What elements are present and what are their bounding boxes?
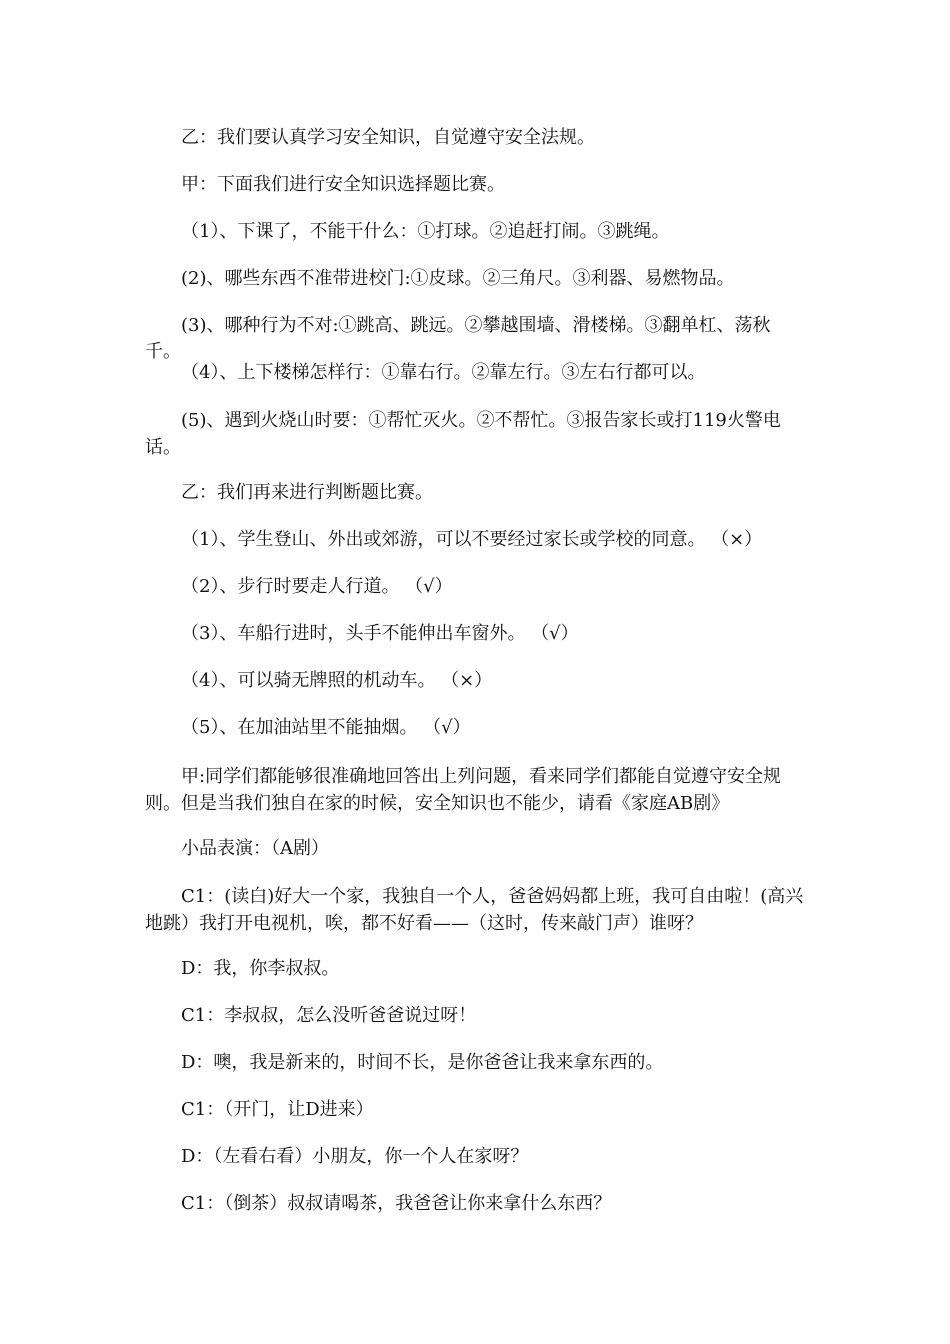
paragraph-21: D：（左看右看）小朋友，你一个人在家呀？ (181, 1146, 529, 1167)
paragraph-8: 乙：我们再来进行判断题比赛。 (181, 482, 433, 503)
paragraph-19: D：噢，我是新来的，时间不长，是你爸爸让我来拿东西的。 (181, 1052, 664, 1073)
paragraph-6: （4）、上下楼梯怎样行：①靠右行。②靠左行。③左右行都可以。 (181, 362, 706, 383)
paragraph-16: C1：(读白)好大一个家，我独自一个人，爸爸妈妈都上班，我可自由啦！(高兴地跳）我打开电视机，唉，都不好看——（这时，传来敲门声）谁呀？ (145, 886, 804, 934)
paragraph-17: D：我，你李叔叔。 (181, 958, 340, 979)
paragraph-7: (5)、遇到火烧山时要：①帮忙灭火。②不帮忙。③报告家长或打119火警电话。 (145, 410, 781, 458)
paragraph-20: C1：（开门，让D进来） (181, 1099, 374, 1120)
paragraph-2: 甲：下面我们进行安全知识选择题比赛。 (181, 174, 505, 195)
paragraph-3: （1）、下课了，不能干什么：①打球。②追赶打闹。③跳绳。 (181, 221, 670, 242)
paragraph-18: C1：李叔叔，怎么没听爸爸说过呀！ (181, 1005, 477, 1026)
paragraph-9: （1）、学生登山、外出或郊游，可以不要经过家长或学校的同意。 （×） (181, 529, 763, 550)
paragraph-22: C1：（倒茶）叔叔请喝茶，我爸爸让你来拿什么东西？ (181, 1193, 612, 1214)
paragraph-10: （2）、步行时要走人行道。 （√） (181, 576, 453, 597)
paragraph-15: 小品表演：（A剧） (181, 838, 329, 859)
paragraph-14: 甲:同学们都能够很准确地回答出上列问题，看来同学们都能自觉遵守安全规则。但是当我们独自在家的时候，安全知识也不能少，请看《家庭AB剧》 (145, 766, 782, 814)
paragraph-12: （4）、可以骑无牌照的机动车。 （×） (181, 670, 493, 691)
paragraph-5: (3)、哪种行为不对:①跳高、跳远。②攀越围墙、滑楼梯。③翻单杠、荡秋千。 (145, 315, 771, 362)
paragraph-4: (2)、哪些东西不准带进校门:①皮球。②三角尺。③利器、易燃物品。 (181, 268, 735, 289)
paragraph-13: （5）、在加油站里不能抽烟。 （√） (181, 717, 471, 738)
paragraph-11: （3）、车船行进时，头手不能伸出车窗外。 （√） (181, 623, 579, 644)
paragraph-1: 乙：我们要认真学习安全知识，自觉遵守安全法规。 (181, 127, 595, 148)
